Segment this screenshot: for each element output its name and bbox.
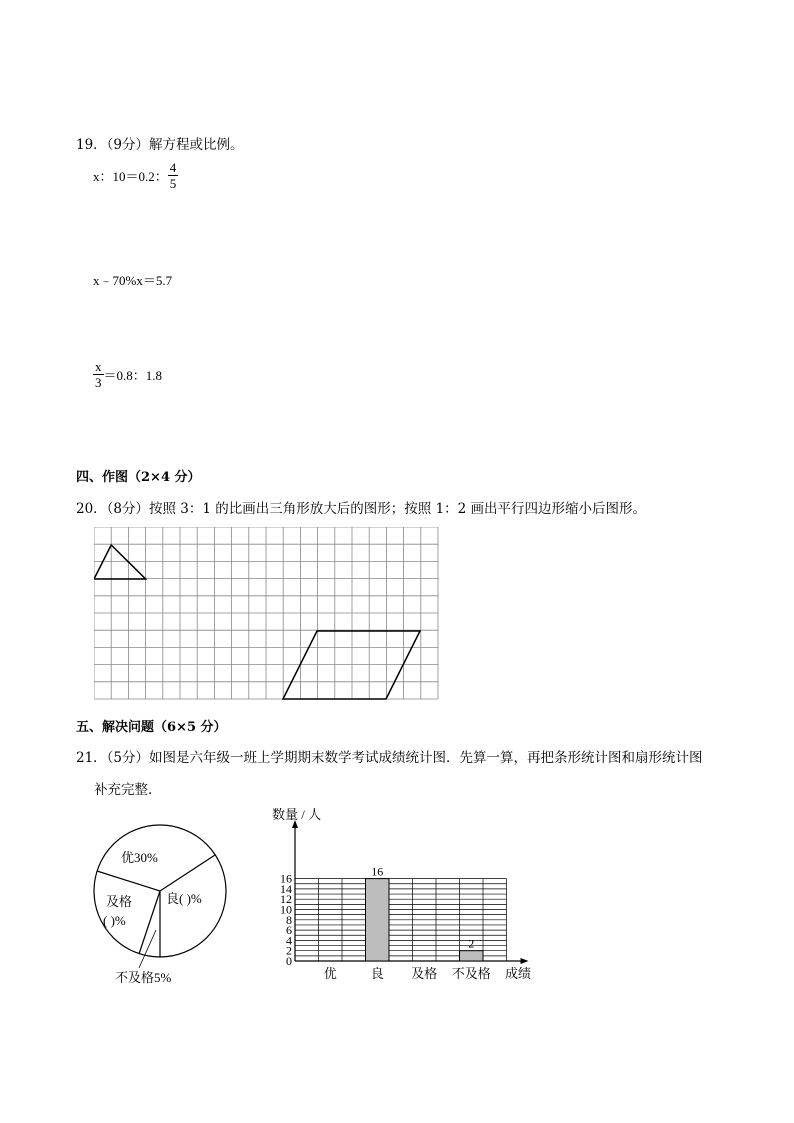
y-tick-label: 8 [286,912,292,927]
bar-value-label: 2 [468,936,475,951]
pie-label-good: 良( )% [166,891,202,906]
q21-pie-chart [90,818,240,990]
y-tick-label: 16 [280,871,292,886]
eq1-lhs: x：10＝0.2： [93,169,168,184]
bar-value-label: 16 [371,864,384,879]
eq3-rhs: ＝0.8：1.8 [103,368,163,383]
q21-bar-chart [262,800,542,990]
y-tick-label: 10 [280,902,292,917]
eq3-fraction [93,359,104,390]
pie-label-fail: 不及格5% [115,970,172,985]
q21-line-2: 补充完整． [94,782,162,798]
pie-divider-2 [97,871,160,891]
x-category-label: 不及格 [451,966,491,981]
q21-line-1: 21．（5分）如图是六年级一班上学期期末数学考试成绩统计图．先算一算，再把条形统计图和扇形统计图 [76,750,703,766]
bar-chart-xlabel: 成绩 [505,966,532,981]
fail-leader-line [139,930,156,968]
eq1-denominator: 5 [169,176,177,191]
q19-title: 19．（9分）解方程或比例。 [76,137,244,153]
section-5-heading: 五、解决问题（6×5 分） [76,720,227,735]
bar-3 [460,951,484,961]
pie-label-pass-line2: ( )% [103,913,126,928]
x-axis-arrow [521,958,529,964]
bar-chart-ylabel: 数量 / 人 [272,807,322,822]
eq3-denominator: 3 [95,375,102,390]
y-tick-label: 0 [286,954,292,968]
x-category-label: 优 [323,966,337,981]
eq1-fraction [168,160,179,191]
section-4-heading: 四、作图（2×4 分） [76,470,201,485]
drawing-grid [94,527,438,699]
q19-equation-1 [93,160,178,191]
triangle-shape [94,545,146,579]
eq3-numerator: x [95,359,102,374]
y-tick-label: 4 [286,933,292,948]
bar-1 [366,879,390,961]
q19-equation-2: x﹣70%x＝5.7 [93,273,173,288]
q20-title: 20．（8分）按照 3：1 的比画出三角形放大后的图形；按照 1：2 画出平行四边形缩小后图形。 [76,501,647,517]
pie-divider-1 [160,855,215,891]
y-tick-label: 2 [286,943,292,958]
pie-label-pass-line1: 及格 [106,894,133,909]
x-category-label: 良 [370,966,384,981]
y-tick-label: 6 [286,923,292,938]
bar-chart-plot [280,820,532,981]
pie-label-excellent: 优30% [121,850,158,865]
q20-grid-figure [94,527,440,702]
x-category-label: 及格 [411,966,438,981]
y-tick-label: 14 [280,881,292,896]
q19-equation-3 [93,359,162,390]
eq1-numerator: 4 [169,160,177,175]
y-tick-label: 12 [280,892,292,907]
